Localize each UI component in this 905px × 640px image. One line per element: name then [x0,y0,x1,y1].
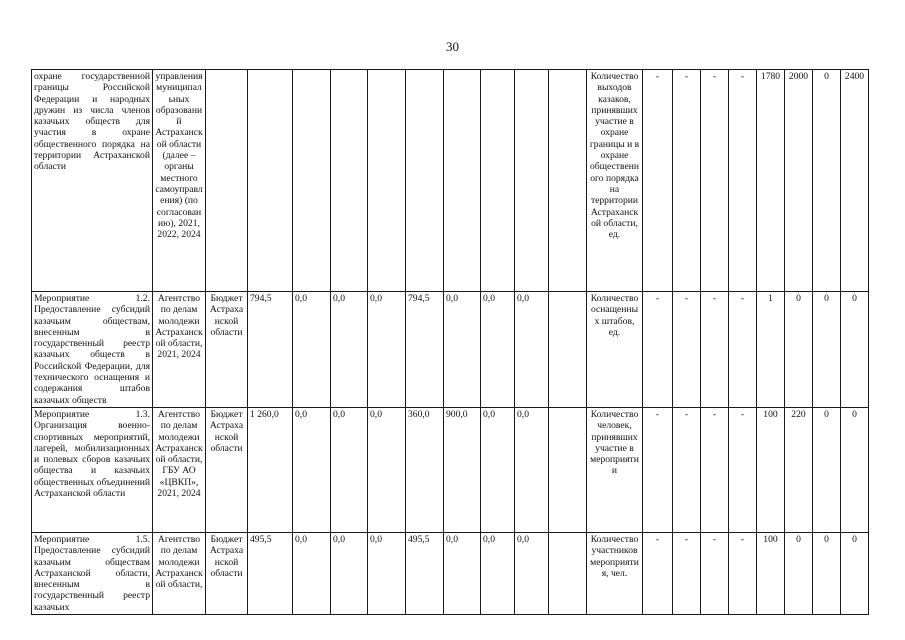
indicator-cell: Количество оснащенных штабов, ед. [587,292,643,408]
amount-cell: 0,0 [368,292,406,408]
amount-cell [368,70,406,292]
value-cell: 220 [785,407,813,532]
dash-cell: - [701,70,729,292]
amount-cell: 0,0 [481,407,515,532]
amount-total: 495,5 [248,532,293,614]
amount-cell: 0,0 [481,532,515,614]
dash-cell: - [643,292,673,408]
page-number: 30 [446,39,459,54]
event-cell: Мероприятие 1.2. Предоставление субсидий казачьим обществам, внесенным в государственный реестр казачьих обществ в Российской Федерации, для технического оснащения и содержания штабов казачьих обществ [32,292,153,408]
table-row [32,407,869,532]
amount-cell: 0,0 [368,532,406,614]
value-cell: 1780 [757,70,785,292]
amount-cell: 360,0 [406,407,444,532]
spacer-cell [549,292,587,408]
amount-total: 1 260,0 [248,407,293,532]
amount-cell: 0,0 [368,407,406,532]
amount-cell [406,70,444,292]
amount-cell: 0,0 [293,532,331,614]
amount-cell [444,70,481,292]
indicator-cell: Количество выходов казаков, принявших участие в охране границы и в охране общественного порядка на территории Астраханской области, ед. [587,70,643,292]
value-cell: 100 [757,532,785,614]
amount-cell [293,70,331,292]
amount-cell: 0,0 [515,292,549,408]
value-cell: 0 [813,70,841,292]
value-cell: 0 [841,532,869,614]
indicator-cell: Количество человек, принявших участие в мероприятии [587,407,643,532]
dash-cell: - [729,532,757,614]
amount-total [248,70,293,292]
amount-cell: 0,0 [293,292,331,408]
executor-cell: управления муниципальных образований Астраханской области (далее – органы местного самоуправления) (по согласованию), 2021, 2022, 2024 [153,70,206,292]
spacer-cell [549,70,587,292]
value-cell: 2400 [841,70,869,292]
amount-cell [481,70,515,292]
amount-cell: 495,5 [406,532,444,614]
amount-total: 794,5 [248,292,293,408]
dash-cell: - [729,70,757,292]
spacer-cell [549,407,587,532]
event-cell: Мероприятие 1.3. Организация военно-спортивных мероприятий, лагерей, мобилизационных и полевых сборов казачьих общества и казачьих общественных объединений Астраханской области [32,407,153,532]
amount-cell: 900,0 [444,407,481,532]
source-cell: Бюджет Астраханской области [206,407,248,532]
amount-cell: 0,0 [481,292,515,408]
table-row [32,532,869,614]
dash-cell: - [673,70,701,292]
value-cell: 0 [813,532,841,614]
dash-cell: - [729,407,757,532]
source-cell: Бюджет Астраханской области [206,292,248,408]
executor-cell: Агентство по делам молодежи Астраханской области, 2021, 2024 [153,292,206,408]
value-cell: 0 [841,292,869,408]
event-cell: Мероприятие 1.5. Предоставление субсидий казачьим обществам Астраханской области, внесенным в государственный реестр казачьих [32,532,153,614]
amount-cell: 0,0 [331,532,368,614]
dash-cell: - [701,292,729,408]
amount-cell: 0,0 [293,407,331,532]
amount-cell [515,70,549,292]
spacer-cell [549,532,587,614]
source-cell: Бюджет Астраханской области [206,532,248,614]
value-cell: 100 [757,407,785,532]
value-cell: 0 [785,532,813,614]
event-cell: охране государственной границы Российской Федерации и народных дружин из числа членов казачьих обществ для участия в охране общественного порядка на территории Астраханской области [32,70,153,292]
value-cell: 0 [813,407,841,532]
indicator-cell: Количество участников мероприятия, чел. [587,532,643,614]
value-cell: 2000 [785,70,813,292]
amount-cell: 0,0 [444,532,481,614]
amount-cell: 0,0 [331,292,368,408]
value-cell: 1 [757,292,785,408]
dash-cell: - [643,407,673,532]
amount-cell [331,70,368,292]
amount-cell: 0,0 [331,407,368,532]
program-table [31,69,869,615]
amount-cell: 0,0 [444,292,481,408]
executor-cell: Агентство по делам молодежи Астраханской области, [153,532,206,614]
dash-cell: - [701,532,729,614]
dash-cell: - [673,407,701,532]
value-cell: 0 [813,292,841,408]
amount-cell: 794,5 [406,292,444,408]
source-cell [206,70,248,292]
dash-cell: - [729,292,757,408]
dash-cell: - [701,407,729,532]
amount-cell: 0,0 [515,407,549,532]
value-cell: 0 [785,292,813,408]
dash-cell: - [643,532,673,614]
table-row [32,70,869,292]
dash-cell: - [643,70,673,292]
amount-cell: 0,0 [515,532,549,614]
dash-cell: - [673,532,701,614]
value-cell: 0 [841,407,869,532]
dash-cell: - [673,292,701,408]
table-row [32,292,869,408]
executor-cell: Агентство по делам молодежи Астраханской области, ГБУ АО «ЦВКП», 2021, 2024 [153,407,206,532]
